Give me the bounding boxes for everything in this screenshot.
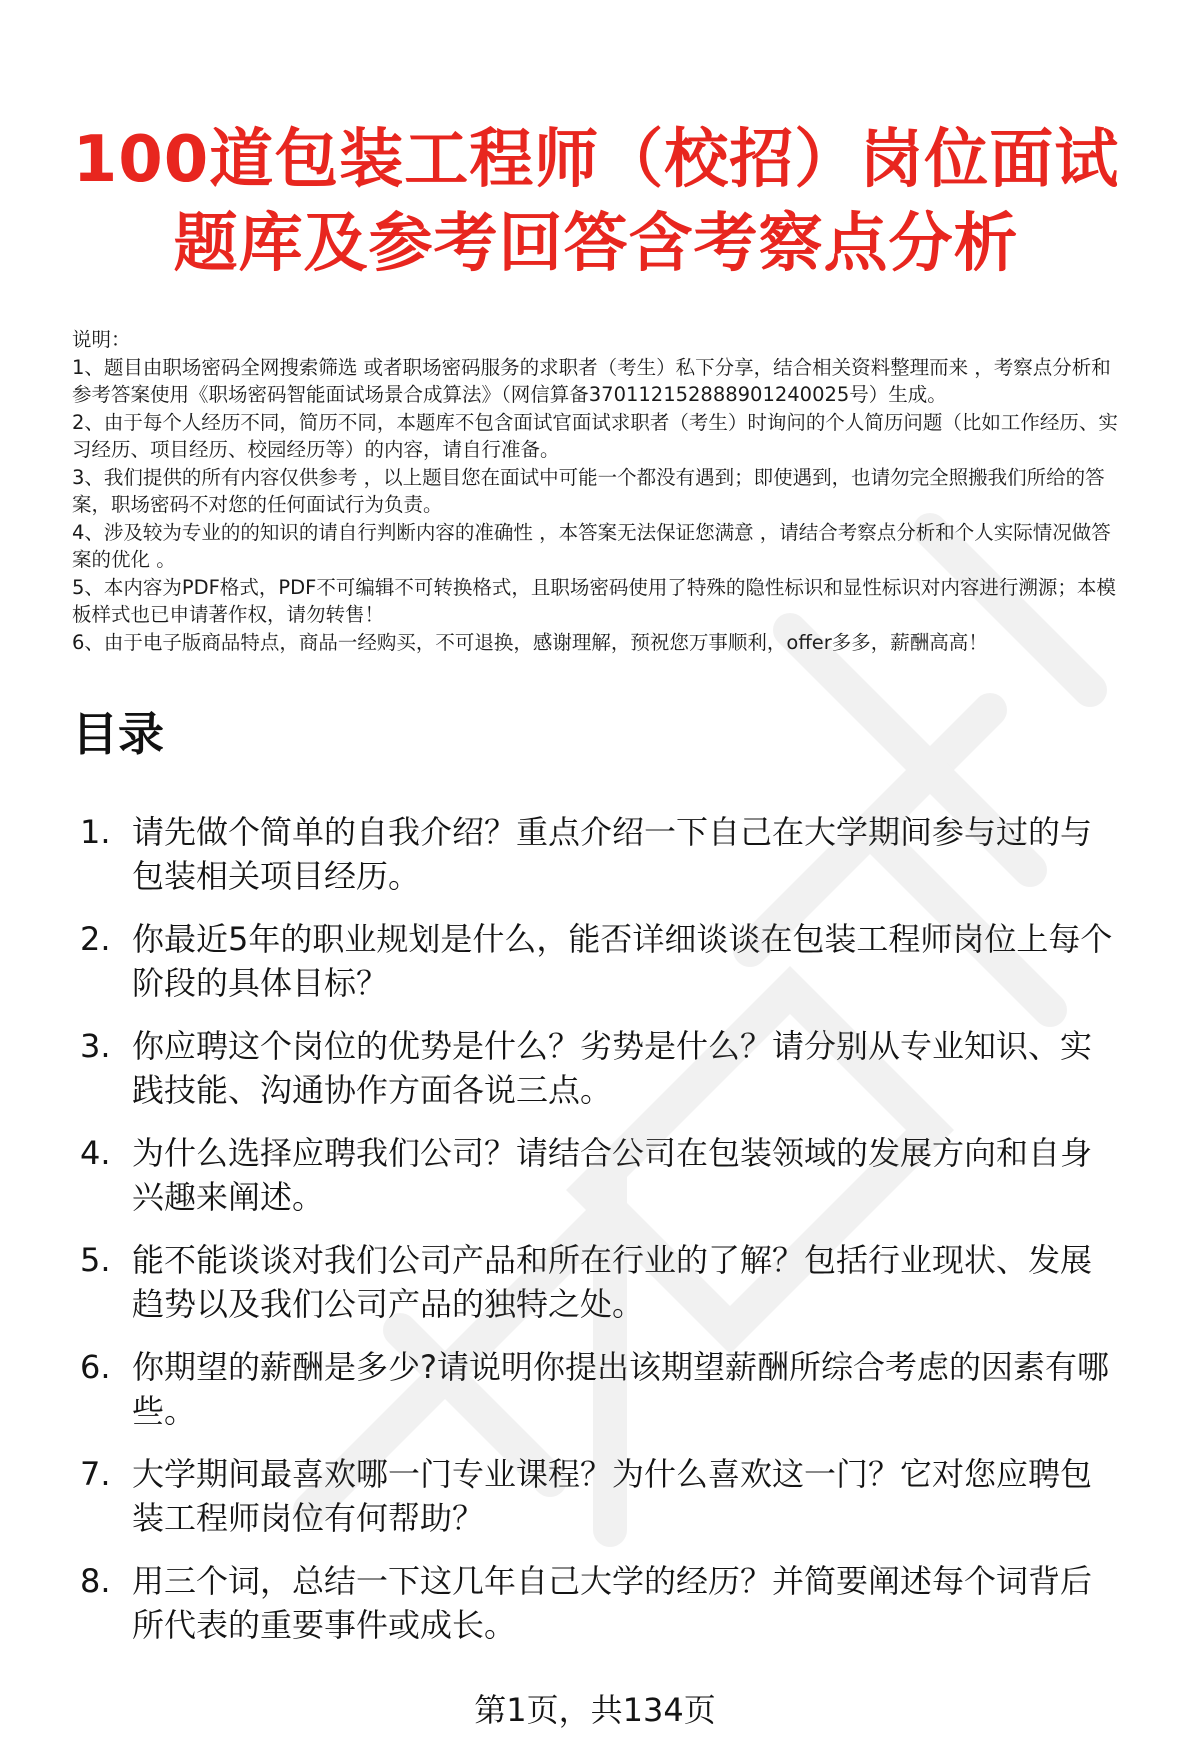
document-title xyxy=(72,0,1120,286)
toc-item-number: 5. xyxy=(80,1241,111,1279)
toc-item-text: 你期望的薪酬是多少?请说明你提出该期望薪酬所综合考虑的因素有哪些。 xyxy=(132,1348,1109,1430)
instruction-item: 5、本内容为PDF格式，PDF不可编辑不可转换格式，且职场密码使用了特殊的隐性标识和显性标识对内容进行溯源；本模板样式也已申请著作权，请勿转售！ xyxy=(72,575,1116,626)
toc-item[interactable] xyxy=(72,1238,1120,1326)
toc-item-number: 3. xyxy=(80,1027,111,1065)
instructions-section xyxy=(72,326,1120,656)
toc-item-number: 6. xyxy=(80,1348,111,1386)
toc-item-number: 1. xyxy=(80,813,111,851)
instruction-item: 2、由于每个人经历不同，简历不同，本题库不包含面试官面试求职者（考生）时询问的个人简历问题（比如工作经历、实习经历、项目经历、校园经历等）的内容，请自行准备。 xyxy=(72,410,1118,461)
toc-item-text: 你应聘这个岗位的优势是什么？劣势是什么？请分别从专业知识、实践技能、沟通协作方面各说三点。 xyxy=(132,1027,1093,1109)
toc-item-text: 用三个词，总结一下这几年自己大学的经历？并简要阐述每个词背后所代表的重要事件或成长。 xyxy=(132,1562,1093,1644)
toc-item[interactable] xyxy=(72,1024,1120,1112)
title-line-1: 100道包装工程师（校招）岗位面试 xyxy=(72,123,1120,197)
instruction-item: 6、由于电子版商品特点，商品一经购买，不可退换，感谢理解，预祝您万事顺利，offer多多，薪酬高高！ xyxy=(72,630,988,654)
toc-item-text: 请先做个简单的自我介绍？重点介绍一下自己在大学期间参与过的与包装相关项目经历。 xyxy=(132,813,1093,895)
toc-item-number: 4. xyxy=(80,1134,111,1172)
toc-item[interactable] xyxy=(72,1345,1120,1433)
toc-list xyxy=(72,810,1120,1647)
toc-item-number: 7. xyxy=(80,1455,111,1493)
toc-item-text: 你最近5年的职业规划是什么，能否详细谈谈在包装工程师岗位上每个阶段的具体目标？ xyxy=(132,920,1113,1002)
toc-item-text: 大学期间最喜欢哪一门专业课程？为什么喜欢这一门？它对您应聘包装工程师岗位有何帮助？ xyxy=(132,1455,1093,1537)
title-line-2: 题库及参考回答含考察点分析 xyxy=(173,207,1019,281)
instruction-item: 1、题目由职场密码全网搜索筛选 或者职场密码服务的求职者（考生）私下分享，结合相关资料整理而来 ，考察点分析和参考答案使用《职场密码智能面试场景合成算法》（网信算备370112152888901240025号）生成。 xyxy=(72,355,1111,406)
toc-item-text: 为什么选择应聘我们公司？请结合公司在包装领域的发展方向和自身兴趣来阐述。 xyxy=(132,1134,1093,1216)
toc-item[interactable] xyxy=(72,1452,1120,1540)
toc-item-text: 能不能谈谈对我们公司产品和所在行业的了解？包括行业现状、发展趋势以及我们公司产品的独特之处。 xyxy=(132,1241,1093,1323)
instruction-item: 4、涉及较为专业的的知识的请自行判断内容的准确性 ，本答案无法保证您满意 ，请结合考察点分析和个人实际情况做答案的优化 。 xyxy=(72,520,1111,571)
page-footer: 第1页，共134页 xyxy=(474,1691,716,1729)
instruction-item: 3、我们提供的所有内容仅供参考 ，以上题目您在面试中可能一个都没有遇到；即使遇到，也请勿完全照搬我们所给的答案，职场密码不对您的任何面试行为负责。 xyxy=(72,465,1105,516)
instructions-heading: 说明： xyxy=(72,328,131,351)
toc-item-number: 2. xyxy=(80,920,111,958)
toc-heading: 目录 xyxy=(72,707,164,761)
toc-item-number: 8. xyxy=(80,1562,111,1600)
toc-item[interactable] xyxy=(72,810,1120,898)
toc-item[interactable] xyxy=(72,1131,1120,1219)
toc-item[interactable] xyxy=(72,1559,1120,1647)
toc-item[interactable] xyxy=(72,917,1120,1005)
